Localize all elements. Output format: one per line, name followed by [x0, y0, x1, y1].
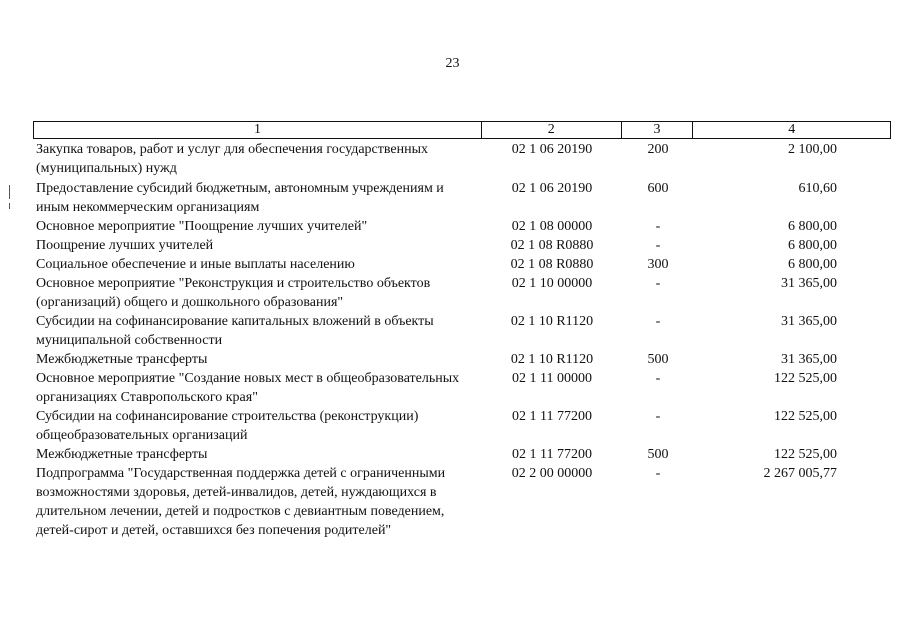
row-sum: 6 800,00 — [788, 238, 837, 253]
row-code: 02 1 08 R0880 — [510, 238, 594, 253]
header-cell-type: 3 — [622, 122, 694, 138]
row-code: 02 2 00 00000 — [511, 466, 593, 481]
header-cell-sum: 4 — [788, 122, 796, 137]
table-row — [33, 140, 891, 178]
row-name: Социальное обеспечение и иные выплаты населению — [36, 257, 355, 272]
row-type: - — [655, 409, 661, 424]
margin-mark — [9, 203, 10, 209]
row-code: 02 1 06 20190 — [511, 142, 593, 157]
table-row — [33, 236, 891, 255]
row-sum: 122 525,00 — [774, 447, 837, 462]
table-row — [33, 407, 891, 445]
row-name: Основное мероприятие "Реконструкция и строительство объектов (организаций) общего и дошкольного образования" — [36, 276, 431, 310]
table-row — [33, 217, 891, 236]
row-name: Субсидии на софинансирование строительства (реконструкции) общеобразовательных организаций — [36, 409, 419, 443]
row-sum: 2 100,00 — [788, 142, 837, 157]
row-code: 02 1 08 00000 — [511, 219, 593, 234]
row-code: 02 1 11 00000 — [512, 371, 592, 386]
table-row — [33, 274, 891, 312]
row-type: - — [655, 276, 661, 291]
row-type: 200 — [647, 142, 669, 157]
row-name: Межбюджетные трансферты — [36, 447, 208, 462]
row-name: Межбюджетные трансферты — [36, 352, 208, 367]
row-type: 300 — [647, 257, 669, 272]
row-code: 02 1 10 R1120 — [510, 314, 594, 329]
row-name: Закупка товаров, работ и услуг для обеспечения государственных (муниципальных) нужд — [36, 142, 429, 176]
header-cell-name: 1 — [34, 122, 482, 138]
row-name: Основное мероприятие "Создание новых мест в общеобразовательных организациях Ставропольского края" — [36, 371, 460, 405]
row-sum: 122 525,00 — [774, 371, 837, 386]
row-type: 600 — [647, 181, 669, 196]
row-name: Подпрограмма "Государственная поддержка детей с ограниченными возможностями здоровья, детей-инвалидов, детей, нуждающихся в длительном лечении, детей и подростков с девиантным поведением, детей-сирот и детей, оставшихся без попечения родителей" — [36, 466, 446, 538]
row-name: Субсидии на софинансирование капитальных вложений в объекты муниципальной собственности — [36, 314, 434, 348]
row-sum: 31 365,00 — [781, 314, 837, 329]
row-sum: 6 800,00 — [788, 257, 837, 272]
row-sum: 31 365,00 — [781, 352, 837, 367]
row-sum: 2 267 005,77 — [763, 466, 837, 481]
row-type: - — [655, 314, 661, 329]
row-type: 500 — [647, 352, 669, 367]
row-code: 02 1 10 00000 — [511, 276, 593, 291]
table-row — [33, 350, 891, 369]
header-cell-code: 2 — [482, 122, 622, 138]
row-code: 02 1 08 R0880 — [510, 257, 594, 272]
page-number: 23 — [445, 56, 460, 71]
row-code: 02 1 11 77200 — [512, 447, 592, 462]
row-code: 02 1 06 20190 — [511, 181, 593, 196]
row-sum: 610,60 — [798, 181, 837, 196]
margin-mark — [9, 185, 10, 199]
row-sum: 122 525,00 — [774, 409, 837, 424]
table-row — [33, 464, 891, 540]
row-type: - — [655, 371, 661, 386]
table-body — [33, 140, 891, 540]
row-sum: 6 800,00 — [788, 219, 837, 234]
table-header-row — [33, 121, 891, 139]
table-row — [33, 255, 891, 274]
row-code: 02 1 11 77200 — [512, 409, 592, 424]
table-row — [33, 445, 891, 464]
table-row — [33, 312, 891, 350]
row-type: - — [655, 238, 661, 253]
table-row — [33, 179, 891, 217]
row-name: Предоставление субсидий бюджетным, автономным учреждениям и иным некоммерческим организациям — [36, 181, 444, 215]
row-type: - — [655, 466, 661, 481]
row-code: 02 1 10 R1120 — [510, 352, 594, 367]
row-name: Поощрение лучших учителей — [36, 238, 214, 253]
row-type: - — [655, 219, 661, 234]
row-name: Основное мероприятие "Поощрение лучших учителей" — [36, 219, 368, 234]
table-row — [33, 369, 891, 407]
row-sum: 31 365,00 — [781, 276, 837, 291]
row-type: 500 — [647, 447, 669, 462]
